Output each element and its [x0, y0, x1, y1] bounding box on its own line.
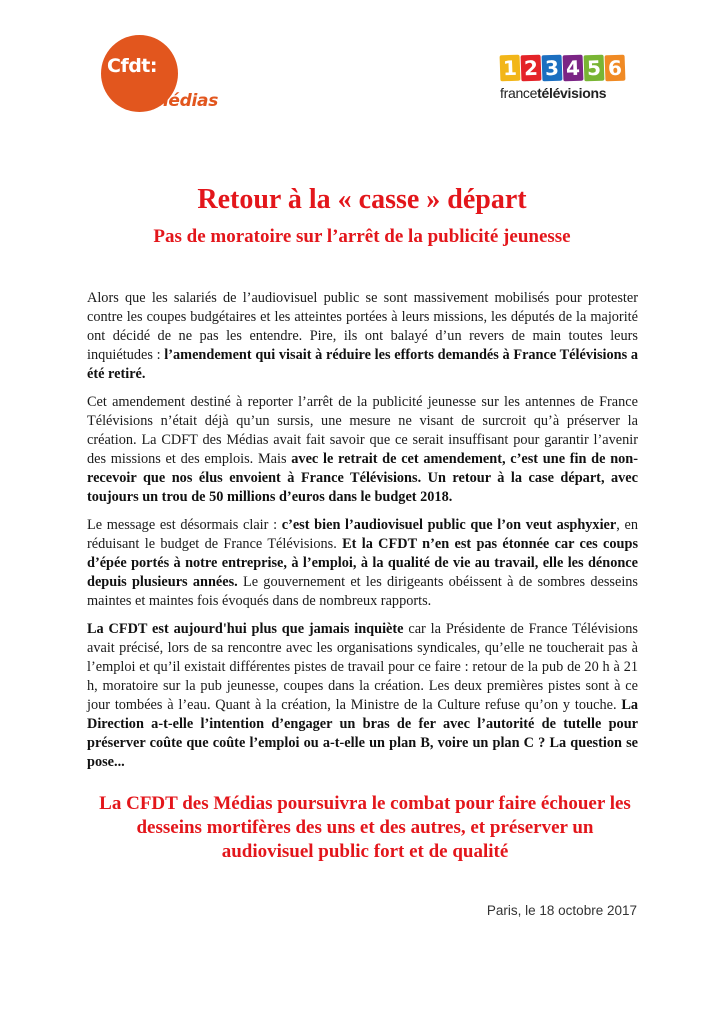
- france-televisions-logo: [500, 55, 632, 105]
- paragraph-text: Le message est désormais clair :: [87, 517, 282, 533]
- paragraph-text: car la Présidente de France Télévisions avait précisé, lors de sa rencontre avec les organisations syndicales, qu’elle ne toucherait pas à l’emploi et qu’il existait différentes pistes de travail pour ce faire : retour de la pub de 20 h à 21 h, moratoire sur la pub jeunesse, coupes dans la création. Les deux premières pistes sont à ce jour tombées à l’eau. Quant à la création, la Ministre de la Culture refuse qu’on y touche.: [87, 621, 638, 713]
- document-title: Retour à la « casse » départ: [197, 184, 527, 215]
- cfdt-logo-text: Cfdt:: [107, 55, 157, 77]
- channel-digit-5: 5: [584, 55, 605, 82]
- paragraph-text: Le gouvernement et les dirigeants obéissent à de sombres desseins maintes et maintes fois évoqués dans de nombreux rapports.: [87, 574, 638, 609]
- conclusion-statement: La CFDT des Médias poursuivra le combat pour faire échouer les desseins mortifères des uns et des autres, et préserver un audiovisuel public fort et de qualité: [99, 793, 631, 862]
- paragraph-text: Alors que les salariés de l’audiovisuel public se sont massivement mobilisés pour protester contre les coupes budgétaires et les atteintes portées à leurs missions, les députés de la majorité ont décidé de ne pas les entendre. Pire, ils ont balayé d’un revers de main toutes leurs inquiétudes :: [87, 290, 638, 363]
- document-body: [87, 289, 638, 781]
- france-televisions-wordmark: [500, 85, 632, 101]
- wordmark-light: france: [500, 85, 538, 101]
- emphasized-text: La CFDT est aujourd'hui plus que jamais inquiète: [87, 621, 404, 637]
- emphasized-text: La Direction a-t-elle l’intention d’engager un bras de fer avec l’autorité de tutelle pour préserver coûte que coûte l’emploi ou a-t-elle un plan B, voire un plan C ? La question se pose...: [87, 697, 638, 770]
- place-date-signature: Paris, le 18 octobre 2017: [486, 903, 637, 918]
- paragraph-text: , en réduisant le budget de France Télévisions.: [87, 517, 638, 552]
- emphasized-text: l’amendement qui visait à réduire les efforts demandés à France Télévisions a été retiré.: [87, 347, 638, 382]
- paragraph-text: Cet amendement destiné à reporter l’arrêt de la publicité jeunesse sur les antennes de France Télévisions n’était déjà qu’un sursis, une mesure ne visant de surcroit qu’à préserver la création. La CDFT des Médias avait fait savoir que ce serait insuffisant pour garantir l’avenir des missions et des emplois. Mais: [87, 394, 638, 467]
- body-paragraph: [87, 516, 638, 611]
- channel-digit-2: 2: [521, 55, 542, 82]
- channel-digit-4: 4: [563, 55, 584, 82]
- channel-digits: [500, 55, 632, 81]
- cfdt-logo-subtitle: médias: [151, 91, 219, 111]
- wordmark-bold: télévisions: [537, 85, 607, 101]
- body-paragraph: [87, 289, 638, 384]
- emphasized-text: c’est bien l’audiovisuel public que l’on veut asphyxier: [281, 517, 617, 533]
- channel-digit-3: 3: [542, 55, 563, 82]
- cfdt-medias-logo: [101, 35, 226, 115]
- channel-digit-6: 6: [605, 55, 626, 82]
- channel-digit-1: 1: [500, 55, 521, 82]
- document-subtitle: Pas de moratoire sur l’arrêt de la publicité jeunesse: [153, 226, 571, 247]
- body-paragraph: [87, 620, 638, 772]
- emphasized-text: Et la CFDT n’en est pas étonnée car ces coups d’épée portés à notre entreprise, à l’emploi, à la qualité de vie au travail, elle les dénonce depuis plusieurs années.: [87, 536, 639, 590]
- body-paragraph: [87, 393, 638, 507]
- emphasized-text: avec le retrait de cet amendement, c’est une fin de non-recevoir que nos élus envoient à France Télévisions. Un retour à la case départ, avec toujours un trou de 50 millions d’euros dans le budget 2018.: [87, 451, 639, 505]
